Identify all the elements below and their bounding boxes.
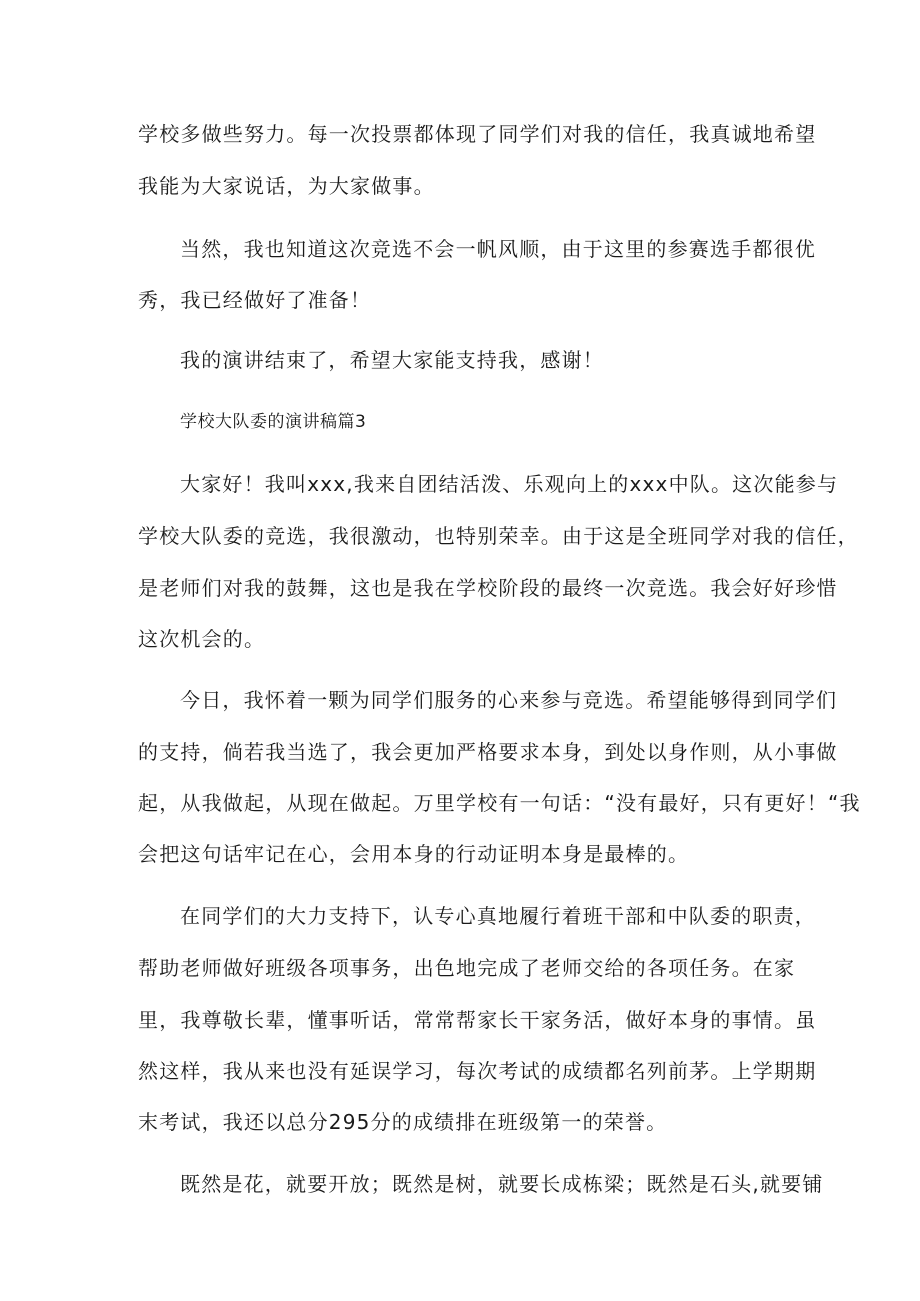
text-line: 学校大队委的竞选，我很激动，也特别荣幸。由于这是全班同学对我的信任，	[138, 524, 859, 548]
text-line: 里，我尊敬长辈，懂事听话，常常帮家长干家务活，做好本身的事情。虽	[138, 1008, 817, 1032]
section-heading: 学校大队委的演讲稿篇3	[180, 412, 367, 432]
text-line: 起，从我做起，从现在做起。万里学校有一句话：“没有最好，只有更好！“我	[138, 791, 861, 815]
text-line: 当然，我也知道这次竞选不会一帆风顺，由于这里的参赛选手都很优	[180, 237, 816, 261]
text-line: 在同学们的大力支持下，认专心真地履行着班干部和中队委的职责，	[180, 904, 816, 928]
text-line: 学校多做些努力。每一次投票都体现了同学们对我的信任，我真诚地希望	[138, 122, 817, 146]
text-line: 既然是花，就要开放；既然是树，就要长成栋梁；既然是石头,就要铺	[180, 1172, 824, 1196]
text-line: 我能为大家说话，为大家做事。	[138, 174, 435, 198]
text-line: 末考试，我还以总分295分的成绩排在班级第一的荣誉。	[138, 1110, 668, 1134]
text-line: 然这样，我从来也没有延误学习，每次考试的成绩都名列前茅。上学期期	[138, 1059, 817, 1083]
text-line: 我的演讲结束了，希望大家能支持我，感谢！	[180, 348, 604, 372]
text-line: 帮助老师做好班级各项事务，出色地完成了老师交给的各项任务。在家	[138, 956, 796, 980]
text-line: 今日，我怀着一颗为同学们服务的心来参与竞选。希望能够得到同学们	[180, 688, 838, 712]
text-line: 会把这句话牢记在心，会用本身的行动证明本身是最棒的。	[138, 842, 690, 866]
text-line: 这次机会的。	[138, 627, 266, 651]
text-line: 是老师们对我的鼓舞，这也是我在学校阶段的最终一次竞选。我会好好珍惜	[138, 576, 838, 600]
text-line: 大家好！我叫xxx,我来自团结活泼、乐观向上的xxx中队。这次能参与	[180, 472, 839, 496]
text-line: 的支持，倘若我当选了，我会更加严格要求本身，到处以身作则，从小事做	[138, 740, 838, 764]
text-line: 秀，我已经做好了准备！	[138, 288, 372, 312]
